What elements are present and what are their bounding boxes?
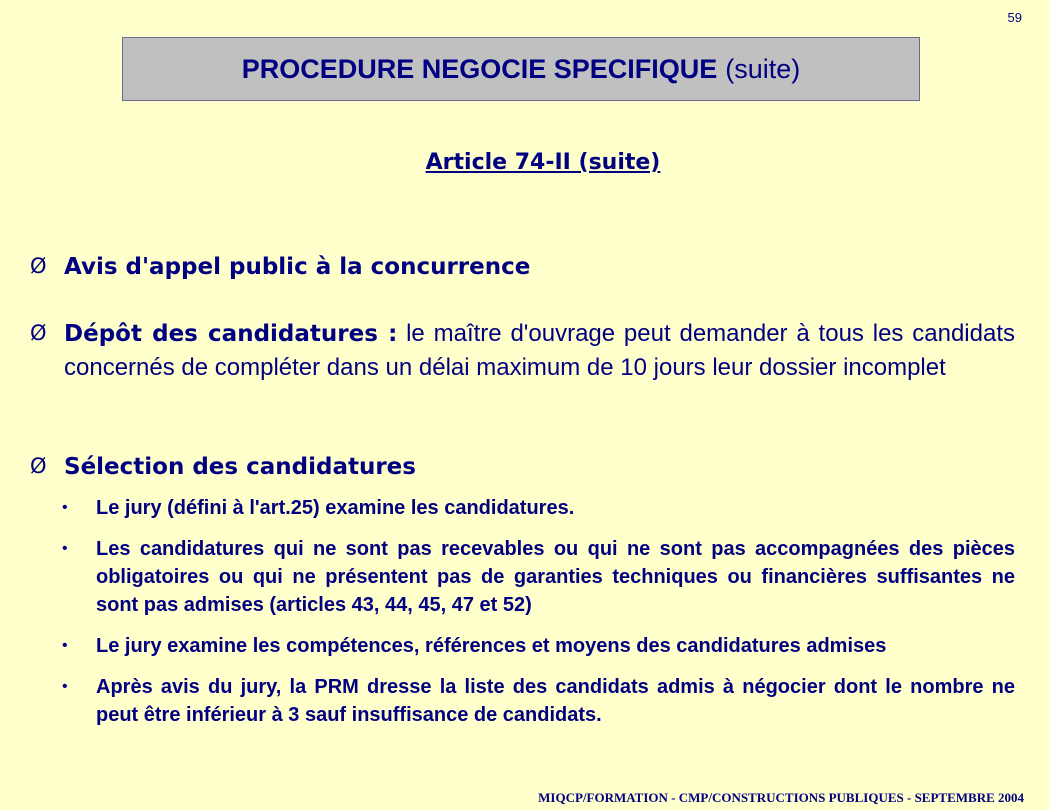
bullet-selection-candidatures bbox=[30, 450, 1015, 484]
arrow-bullet-icon: Ø bbox=[30, 254, 47, 278]
selection-sub-list bbox=[62, 494, 1015, 742]
list-item-text: Le jury examine les compétences, références et moyens des candidatures admises bbox=[96, 635, 887, 657]
bullet-body: le maître d'ouvrage peut demander à tous les candidats concernés de compléter dans un délai maximum de 10 jours leur dossier incomplet bbox=[64, 320, 1015, 381]
list-item bbox=[62, 535, 1015, 619]
list-item-text: Les candidatures qui ne sont pas recevables ou qui ne sont pas accompagnées des pièces obligatoires ou qui ne présentent pas de garanties techniques ou financières suffisantes ne sont pas admises (articles 43, 44, 45, 47 et 52) bbox=[96, 538, 1015, 616]
list-item-text: Après avis du jury, la PRM dresse la liste des candidats admis à négocier dont le nombre ne peut être inférieur à 3 sauf insuffisance de candidats. bbox=[96, 676, 1015, 726]
arrow-bullet-icon: Ø bbox=[30, 454, 47, 478]
page-number: 59 bbox=[1007, 10, 1022, 25]
bullet-dot-icon: • bbox=[62, 499, 68, 516]
bullet-depot-candidatures bbox=[30, 317, 1015, 384]
list-item bbox=[62, 632, 1015, 660]
bullet-dot-icon: • bbox=[62, 540, 68, 557]
page-title: PROCEDURE NEGOCIE SPECIFIQUE bbox=[241, 53, 718, 84]
bullet-heading: Dépôt des candidatures : bbox=[64, 321, 398, 347]
arrow-bullet-icon: Ø bbox=[30, 321, 47, 345]
article-subtitle: Article 74-II (suite) bbox=[425, 150, 661, 175]
list-item bbox=[62, 673, 1015, 729]
list-item-text: Le jury (défini à l'art.25) examine les candidatures. bbox=[96, 497, 575, 519]
bullet-heading: Sélection des candidatures bbox=[64, 454, 416, 480]
bullet-dot-icon: • bbox=[62, 678, 68, 695]
list-item bbox=[62, 494, 1015, 522]
page-title-suffix: (suite) bbox=[725, 53, 801, 84]
title-box bbox=[122, 37, 920, 101]
bullet-avis-appel bbox=[30, 250, 1015, 284]
bullet-heading: Avis d'appel public à la concurrence bbox=[64, 254, 531, 280]
bullet-dot-icon: • bbox=[62, 637, 68, 654]
footer: MIQCP/FORMATION - CMP/CONSTRUCTIONS PUBLIQUES - SEPTEMBRE 2004 bbox=[538, 790, 1024, 805]
